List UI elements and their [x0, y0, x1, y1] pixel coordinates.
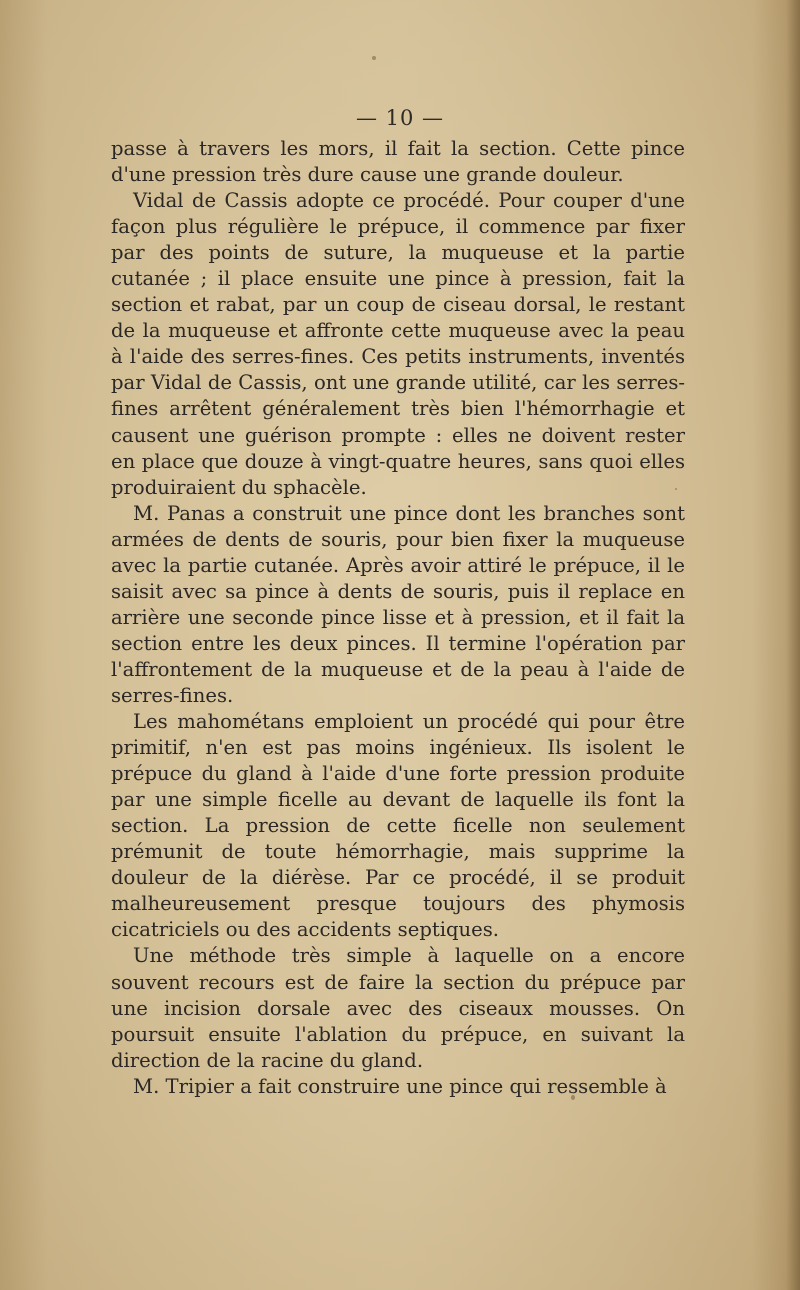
paragraph: Une méthode très simple à laquelle on a encore souvent recours est de faire la section du prépuce par une incision dorsale avec des ciseaux mousses. On poursuit ensuite l'ablation du prépuce, en suivant la direction de la racine du gland. [111, 944, 685, 1072]
body-text [111, 136, 685, 1100]
paper-speck [372, 56, 376, 60]
paragraph: M. Tripier a fait construire une pince qui ressemble à [133, 1074, 667, 1098]
paragraph: M. Panas a construit une pince dont les branches sont armées de dents de souris, pour bien fixer la muqueuse avec la partie cutanée. Après avoir attiré le prépuce, il le saisit avec sa pince à dents de souris, puis il replace en arrière une seconde pince lisse et à pression, et il fait la section entre les deux pinces. Il termine l'opération par l'affrontement de la muqueuse et de la peau à l'aide de serres-fines. [111, 501, 685, 707]
paragraph: Les mahométans emploient un procédé qui pour être primitif, n'en est pas moins ingénieux. Ils isolent le prépuce du gland à l'aide d'une forte pression produite par une simple ficelle au devant de laquelle ils font la section. La pression de cette ficelle non seulement prémunit de toute hémorrhagie, mais supprime la douleur de la diérèse. Par ce procédé, il se produit malheureusement presque toujours des phymosis cicatriciels ou des accidents septiques. [111, 710, 685, 942]
page-edge-shadow [786, 0, 800, 1290]
page-number: — 10 — [355, 106, 445, 130]
paragraph: Vidal de Cassis adopte ce procédé. Pour couper d'une façon plus régulière le prépuce, il commence par fixer par des points de suture, la muqueuse et la partie cutanée ; il place ensuite une pince à pression, fait la section et rabat, par un coup de ciseau dorsal, le restant de la muqueuse et affronte cette muqueuse avec la peau à l'aide des serres-fines. Ces petits instruments, inventés par Vidal de Cassis, ont une grande utilité, car les serres-fines arrêtent généralement très bien l'hémorrhagie et causent une guérison prompte : elles ne doivent rester en place que douze à vingt-quatre heures, sans quoi elles produiraient du sphacèle. [111, 189, 685, 499]
paragraph: passe à travers les mors, il fait la section. Cette pince d'une pression très dure cause une grande douleur. [111, 137, 685, 187]
